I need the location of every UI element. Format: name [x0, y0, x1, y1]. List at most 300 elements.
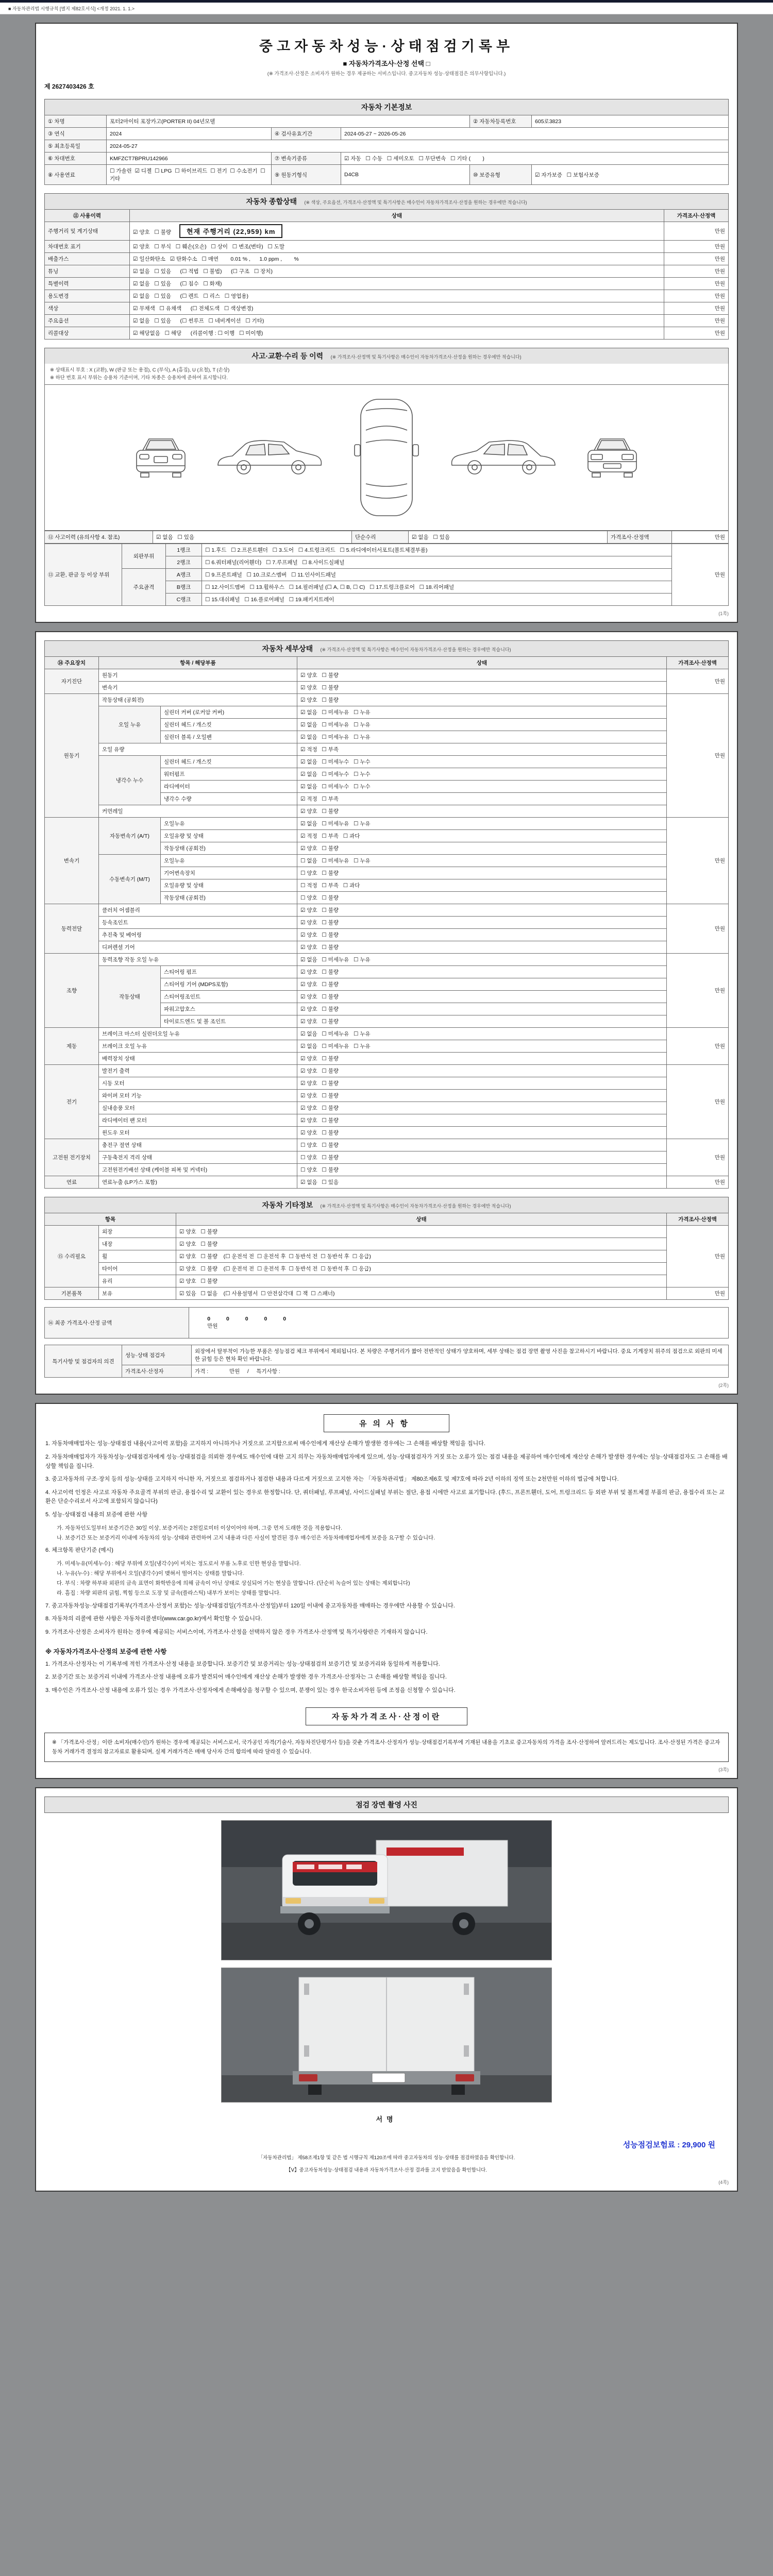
usage-status-cell[interactable]: [130, 222, 664, 241]
checkbox-group[interactable]: ☑ 없음 ☐ 있음 (☐ 침수 ☐ 화재): [133, 281, 222, 287]
first-registration-value: 2024-05-27: [107, 140, 729, 152]
device-item-label: 윈도우 모터: [99, 1127, 297, 1139]
device-group-label: 동력전달: [45, 904, 99, 954]
notice-subitem: 다. 부식 : 차량 하부와 외판의 금속 표면이 화학반응에 의해 금속이 아닌 상태로 상실되어 가는 현상을 말합니다. (단순히 녹슬어 있는 상태는 제외합니다): [57, 1580, 410, 1587]
device-item-label: 구동축전지 격리 상태: [99, 1151, 297, 1164]
misc-group-label: ⑮ 수리필요: [45, 1226, 99, 1287]
column-header: 상태: [297, 657, 667, 669]
detail-row: [45, 855, 729, 867]
usage-status-cell[interactable]: [130, 302, 664, 315]
frame-rankC-checkbox-group[interactable]: ☐ 15.대쉬패널 ☐ 16.플로어패널 ☐ 19.패키지트레이: [202, 594, 672, 606]
device-item-label: 배력장치 상태: [99, 1053, 297, 1065]
car-diagram-left-side-view: [212, 433, 330, 482]
warranty-list: [44, 1660, 729, 1696]
checkbox-group[interactable]: ☑ 양호 ☐ 불량: [297, 904, 667, 917]
device-group-label: 연료: [45, 1176, 99, 1189]
appraisal-amount-cell: 만원: [667, 694, 729, 818]
rank-label: 1랭크: [166, 544, 202, 556]
checkbox-group[interactable]: ☑ 해당없음 ☐ 해당 (리콜이행 : ☐ 이행 ☐ 미이행): [133, 330, 263, 336]
device-item-label: 실린더 커버 (로커암 커버): [161, 706, 297, 719]
detail-row: [45, 917, 729, 929]
device-item-label: 라디에이터: [161, 781, 297, 793]
inspector-role-label: 성능·상태 점검자: [122, 1345, 192, 1365]
notice-item: 3. 중고자동차의 구조·장치 등의 성능·상태를 고지하지 아니한 자, 거짓으로 점검하거나 점검한 내용과 다르게 거짓으로 고지한 자는 「자동차관리법」 제80조제6호 및 제7호에 따라 2년 이하의 징역 또는 2천만원 이하의 벌금에 처합니다.: [45, 1476, 619, 1483]
checkbox-group[interactable]: ☑ 없음 ☐ 있음: [297, 1176, 667, 1189]
checkbox-group[interactable]: ☑ 양호 ☐ 불량: [297, 1003, 667, 1015]
checkbox-group[interactable]: ☑ 양호 ☐ 불량: [297, 1127, 667, 1139]
detail-state-table: [44, 656, 729, 1189]
misc-item-label: 보유: [99, 1287, 176, 1300]
legend-line: ※ 상태표시 부호 : X (교환), W (판금 또는 용접), C (부식), A (흠집), U (요철), T (손상): [50, 367, 230, 373]
checkbox-group[interactable]: ☑ 양호 ☐ 불량: [297, 842, 667, 855]
final-price-table: [44, 1307, 729, 1338]
inspector-opinion-text: 외장에서 탈부착이 가능한 부품은 성능점검 체크 부위에서 제외됩니다. 본 차량은 주행거리가 짧아 전반적인 상태가 양호하며, 세부 상태는 점검 장면 촬영 사진을 참고하시기 바랍니다. 중요 기계장치 위주의 점검으로 외판의 미세한 긁힘 등은 현차 확인 바랍니다.: [192, 1345, 729, 1365]
checkbox-group[interactable]: ☑ 없음 ☐ 미세누유 ☐ 누유: [297, 1028, 667, 1040]
appraisal-amount-cell: 만원: [664, 290, 729, 302]
table-row: [45, 569, 729, 581]
usage-item-label: 튜닝: [45, 265, 130, 278]
usage-history-row: [45, 302, 729, 315]
transmission-checkbox-group[interactable]: ☑ 자동 ☐ 수동 ☐ 세미오토 ☐ 무단변속 ☐ 기타 ( ): [341, 152, 729, 165]
misc-row: [45, 1250, 729, 1263]
definition-text-box: ※ 「가격조사·산정」이란 소비자(매수인)가 원하는 경우에 제공되는 서비스로서, 국가공인 자격(기술사, 자동차진단평가사 등)을 갖춘 가격조사·산정자가 성능·상태점검기록부에 기재된 내용을 기초로 중고자동차의 가격을 조사·산정하여 알려드리는 제도입니다. 조사·산정된 가격은 중고자동차 거래가격 결정의 참고자료로 활용되며, 실제 거래가격은 매매 당사자 간의 합의에 따라 달라질 수 있습니다.: [44, 1733, 729, 1762]
checkbox-group[interactable]: ☑ 없음 ☐ 있음 (☐ 렌트 ☐ 리스 ☐ 영업용): [133, 293, 248, 299]
checkbox-group[interactable]: ☑ 없음 ☐ 미세누유 ☐ 누유: [297, 719, 667, 731]
detail-row: [45, 1065, 729, 1077]
checkbox-group[interactable]: ☑ 양호 ☐ 불량: [297, 669, 667, 682]
table-row: [45, 1345, 729, 1365]
checkbox-group[interactable]: ☑ 일산화탄소 ☑ 탄화수소 ☐ 매연 0.01 % , 1.0 ppm , %: [133, 256, 299, 262]
checkbox-group[interactable]: ☑ 없음 ☐ 미세누유 ☐ 누유: [297, 1040, 667, 1053]
document-number: 제 2627403426 호: [44, 83, 94, 90]
checkbox-group[interactable]: ☑ 양호 ☐ 부식 ☐ 훼손(오손) ☐ 상이 ☐ 변조(변타) ☐ 도말: [133, 244, 285, 250]
car-diagram-front-view: [127, 431, 194, 484]
detail-row: [45, 1102, 729, 1114]
device-item-label: 기어변속장치: [161, 867, 297, 879]
notice-subitem: 가. 미세누유(미세누수) : 해당 부위에 오일(냉각수)이 비치는 정도로서 부품 노후로 인한 현상을 말합니다.: [57, 1560, 301, 1567]
device-item-label: 오일 유량: [99, 743, 297, 756]
table-row: [45, 1365, 729, 1378]
appraisal-amount-cell: 만원: [664, 241, 729, 253]
basic-info-table: [44, 115, 729, 185]
page-marker: (4쪽): [718, 2180, 729, 2185]
section-title: 자동차 종합상태: [246, 197, 297, 206]
usage-history-row: [45, 265, 729, 278]
device-item-label: 스티어링 기어 (MDPS포함): [161, 978, 297, 991]
detail-row: [45, 1176, 729, 1189]
appraisal-amount-cell: 만원: [667, 1176, 729, 1189]
usage-item-label: 배출가스: [45, 253, 130, 265]
device-item-label: 클러치 어셈블리: [99, 904, 297, 917]
device-item-label: 오일유량 및 상태: [161, 879, 297, 892]
field-label: ② 자동차등록번호: [470, 115, 532, 128]
device-group-label: 자기진단: [45, 669, 99, 694]
detail-row: [45, 1040, 729, 1053]
inspection-photo-truck-rear: [221, 1968, 552, 2103]
appraisal-amount-cell: 만원: [664, 327, 729, 340]
exchange-repair-parts-table: [44, 544, 729, 606]
notice-subitem: 라. 흠집 : 차량 외판의 긁힘, 찍힘 등으로 도장 및 금속(플라스틱) 내부가 보이는 상태를 말합니다.: [57, 1590, 281, 1597]
checkbox-group[interactable]: ☐ 없음 ☐ 미세누유 ☐ 누유: [297, 855, 667, 867]
appraiser-opinion-text: 가격 : 만원 / 특기사항 :: [192, 1365, 729, 1378]
rank-label: B랭크: [166, 581, 202, 594]
device-item-label: 라디에이터 팬 모터: [99, 1114, 297, 1127]
panel-notices: [35, 1403, 738, 1779]
section-detail-header: [44, 640, 729, 656]
panel-photos: [35, 1787, 738, 2192]
misc-info-table: [44, 1213, 729, 1300]
appraisal-amount-cell: 만원: [667, 1065, 729, 1139]
vehicle-name-value: 포터2마이티 포장카고(PORTER II) 04년모델: [107, 115, 470, 128]
appraisal-amount-cell: 만원: [667, 818, 729, 904]
device-group-label: 변속기: [45, 818, 99, 904]
table-row: [45, 531, 729, 544]
device-item-label: 작동상태 (공회전): [99, 694, 297, 706]
detail-row: [45, 1127, 729, 1139]
column-header: 가격조사·산정액: [664, 210, 729, 222]
checkbox-group[interactable]: ☐ 양호 ☐ 불량: [297, 1151, 667, 1164]
usage-item-label: 리콜대상: [45, 327, 130, 340]
detail-row: [45, 904, 729, 917]
detail-row: [45, 1077, 729, 1090]
table-row: [45, 165, 729, 185]
checkbox-group[interactable]: ☑ 없음 ☐ 있음 (☐ 썬루프 ☐ 네비게이션 ☐ 기타): [133, 318, 264, 324]
notice-item: 8. 자동차의 리콜에 관한 사항은 자동차리콜센터(www.car.go.kr)에서 확인할 수 있습니다.: [45, 1616, 262, 1622]
notice-subitem: 가. 자동차인도일부터 보증기간은 30일 이상, 보증거리는 2천킬로미터 이상이어야 하며, 그중 먼저 도래한 것을 적용합니다.: [57, 1524, 342, 1531]
checkbox-group[interactable]: ☑ 양호 ☐ 불량: [297, 1102, 667, 1114]
misc-item-label: 외장: [99, 1226, 176, 1238]
checkbox-group[interactable]: ☑ 적정 ☐ 부족 ☐ 과다: [297, 830, 667, 842]
notice-item: 2. 자동차매매업자가 자동차성능·상태점검자에게 성능·상태점검을 의뢰한 경우에도 매수인에 대한 고지 의무는 자동차매매업자에게 있으며, 성능·상태점검자가 거짓 또는 오류가 있는 점검 내용을 제공하여 매수인에게 재산상 손해가 발생한 경우에는 성능·상태점검자도 그 손해를 배상할 책임을 집니다.: [45, 1453, 728, 1469]
usage-item-label: 특별이력: [45, 278, 130, 290]
misc-item-label: 휠: [99, 1250, 176, 1263]
document-title: 중고자동차성능·상태점검기록부: [259, 39, 514, 54]
usage-history-row: [45, 290, 729, 302]
appraisal-price-label: 가격조사·산정액: [608, 531, 672, 544]
device-group-label: 제동: [45, 1028, 99, 1065]
section-title: 자동차 기본정보: [361, 103, 412, 111]
checkbox-group[interactable]: ☑ 양호 ☐ 불량: [297, 1114, 667, 1127]
usage-history-row: [45, 278, 729, 290]
device-subgroup-label: 오일 누유: [99, 706, 161, 743]
device-item-label: 파워고압호스: [161, 1003, 297, 1015]
checkbox-group[interactable]: ☑ 양호 ☐ 불량: [176, 1226, 667, 1238]
accident-history-table: [44, 531, 729, 544]
checkbox-group[interactable]: ☑ 양호 ☐ 불량: [297, 682, 667, 694]
current-mileage-value: 현재 주행거리 (22,959) km: [179, 224, 282, 238]
checkbox-group[interactable]: ☑ 양호 ☐ 불량: [133, 229, 171, 235]
checkbox-group[interactable]: ☑ 양호 ☐ 불량: [297, 929, 667, 941]
simple-repair-checkbox-group[interactable]: ☑ 없음 ☐ 있음: [409, 531, 608, 544]
checkbox-group[interactable]: ☑ 없음 ☐ 미세누유 ☐ 누유: [297, 731, 667, 743]
legend-line: ※ 하단 번호 표시 부위는 승용차 기준이며, 기타 차종은 승용차에 준하여 표시합니다.: [50, 375, 228, 381]
field-label: ⑨ 원동기형식: [272, 165, 341, 185]
usage-status-cell[interactable]: [130, 265, 664, 278]
checkbox-group[interactable]: ☐ 양호 ☐ 불량: [297, 1164, 667, 1176]
price-appraisal-select-checkbox[interactable]: ■ 자동차가격조사·산정 선택 □: [343, 60, 430, 67]
checkbox-group[interactable]: ☑ 없음 ☐ 미세누유 ☐ 누유: [297, 954, 667, 966]
field-label: ⑥ 차대번호: [45, 152, 107, 165]
table-row: [45, 1308, 729, 1338]
table-header-row: [45, 657, 729, 669]
appraisal-amount-cell: 만원: [667, 669, 729, 694]
appraisal-amount-cell: 만원: [667, 1139, 729, 1176]
form-reference: ■ 자동차관리법 시행규칙 [별지 제82호서식] <개정 2021. 1. 1.>: [0, 3, 773, 14]
checkbox-group[interactable]: ☑ 양호 ☐ 불량: [297, 1065, 667, 1077]
device-item-label: 동력조향 작동 오일 누유: [99, 954, 297, 966]
section-title: 자동차 세부상태: [262, 645, 313, 653]
checkbox-group[interactable]: ☑ 적정 ☐ 부족: [297, 743, 667, 756]
parts-section-label: ⑬ 교환, 판금 등 이상 부위: [45, 544, 122, 606]
appraisal-amount-cell: 만원: [672, 531, 729, 544]
checkbox-group[interactable]: ☑ 양호 ☐ 불량: [297, 1053, 667, 1065]
usage-history-row: [45, 241, 729, 253]
detail-row: [45, 1164, 729, 1176]
field-label: ⑩ 보증유형: [470, 165, 532, 185]
usage-status-cell[interactable]: [130, 327, 664, 340]
field-label: ④ 검사유효기간: [272, 128, 341, 140]
inspection-photo-truck-front: [221, 1820, 552, 1960]
rank-label: C랭크: [166, 594, 202, 606]
detail-row: [45, 694, 729, 706]
checkbox-group[interactable]: ☑ 없음 ☐ 미세누수 ☐ 누수: [297, 768, 667, 781]
device-item-label: 작동상태 (공회전): [161, 892, 297, 904]
notice-item: 6. 체크항목 판단기준 (예시): [45, 1547, 113, 1554]
misc-item-label: 타이어: [99, 1263, 176, 1275]
device-subgroup-label: 수동변속기 (M/T): [99, 855, 161, 904]
section-photos-header: [44, 1797, 729, 1813]
signature-label[interactable]: 서명: [376, 2115, 397, 2123]
detail-row: [45, 929, 729, 941]
plate-number-value: 605로3823: [532, 115, 729, 128]
checkbox-group[interactable]: ☑ 양호 ☐ 불량: [297, 991, 667, 1003]
checkbox-group[interactable]: ☑ 없음 ☐ 미세누유 ☐ 누유: [297, 818, 667, 830]
notice-item: 7. 중고자동차성능·상태점검기록부(가격조사·산정서 포함)는 성능·상태점검일(가격조사·산정일)부터 120일 이내에 중고자동차를 매매하는 경우에만 사용할 수 있습니다.: [45, 1602, 455, 1609]
warranty-section-title: ※ 자동차가격조사·산정의 보증에 관한 사항: [45, 1648, 167, 1655]
table-header-row: [45, 1213, 729, 1226]
detail-row: [45, 1151, 729, 1164]
checkbox-group[interactable]: ☑ 양호 ☐ 불량: [297, 1015, 667, 1028]
definition-title: 자동차가격조사·산정이란: [306, 1707, 467, 1725]
notices-title: 유의사항: [324, 1414, 449, 1432]
detail-row: [45, 669, 729, 682]
checkbox-group[interactable]: ☑ 양호 ☐ 불량: [297, 1090, 667, 1102]
checkbox-group[interactable]: ☑ 없음 ☐ 미세누수 ☐ 누수: [297, 756, 667, 768]
misc-group-label: 기본품목: [45, 1287, 99, 1300]
device-subgroup-label: 작동상태: [99, 966, 161, 1028]
section-title: 점검 장면 촬영 사진: [356, 1800, 417, 1809]
checkbox-group[interactable]: ☑ 양호 ☐ 불량: [297, 978, 667, 991]
page-marker: (2쪽): [718, 1383, 729, 1388]
inspection-validity-value: 2024-05-27 ~ 2026-05-26: [341, 128, 729, 140]
accident-history-checkbox-group[interactable]: ☑ 없음 ☐ 있음: [153, 531, 352, 544]
detail-row: [45, 818, 729, 830]
checkbox-group[interactable]: ☐ 양호 ☐ 불량: [297, 867, 667, 879]
column-header: 항목 / 해당부품: [99, 657, 297, 669]
notice-item: 1. 자동차매매업자는 성능·상태점검 내용(사고이력 포함)을 고지하지 아니하거나 거짓으로 고지함으로써 매수인에게 재산상 손해가 발생한 경우에는 그 손해를 배상할 책임을 집니다.: [45, 1440, 485, 1447]
frame-rankB-checkbox-group[interactable]: ☐ 12.사이드멤버 ☐ 13.휠하우스 ☐ 14.필러패널 (☐ A, ☐ B, ☐ C) ☐ 17.트렁크플로어 ☐ 18.리어패널: [202, 581, 672, 594]
column-header: 항목: [45, 1213, 176, 1226]
field-label: ① 차명: [45, 115, 107, 128]
misc-item-label: 내장: [99, 1238, 176, 1250]
detail-row: [45, 966, 729, 978]
misc-row: [45, 1287, 729, 1300]
model-year-value: 2024: [107, 128, 272, 140]
car-diagram-rear-view: [579, 431, 646, 484]
device-group-label: 고전원 전기장치: [45, 1139, 99, 1176]
warranty-item: 1. 가격조사·산정자는 이 기록부에 적힌 가격조사·산정 내용을 보증합니다. 보증기간 및 보증거리는 성능·상태점검의 보증기간 및 보증거리와 동일하게 적용합니다.: [45, 1660, 440, 1667]
misc-row: [45, 1238, 729, 1250]
outer-rank2-checkbox-group[interactable]: ☐ 6.쿼터패널(리어휀더) ☐ 7.루프패널 ☐ 8.사이드실패널: [202, 556, 672, 569]
device-item-label: 연료누출 (LP가스 포함): [99, 1176, 297, 1189]
checkbox-group[interactable]: ☑ 양호 ☐ 불량: [297, 694, 667, 706]
car-diagram-area: [44, 385, 729, 531]
device-item-label: 고전원전기배선 상태 (케이블 피복 및 커넥터): [99, 1164, 297, 1176]
checkbox-group[interactable]: ☑ 양호 ☐ 불량: [297, 941, 667, 954]
simple-repair-label: 단순수리: [352, 531, 409, 544]
checkbox-group[interactable]: ☑ 없음 ☐ 미세누수 ☐ 누수: [297, 781, 667, 793]
checkbox-group[interactable]: ☐ 양호 ☐ 불량: [297, 892, 667, 904]
table-row: [45, 115, 729, 128]
device-item-label: 시동 모터: [99, 1077, 297, 1090]
device-item-label: 등속조인트: [99, 917, 297, 929]
device-item-label: 충전구 절연 상태: [99, 1139, 297, 1151]
warranty-item: 2. 보증기간 또는 보증거리 이내에 가격조사·산정 내용에 오류가 발견되어 매수인에게 재산상 손해가 발생한 경우 가격조사·산정자는 그 손해를 배상할 책임을 집니다.: [45, 1674, 447, 1681]
column-header: 가격조사·산정액: [667, 657, 729, 669]
outer-rank1-checkbox-group[interactable]: ☐ 1.후드 ☐ 2.프론트휀더 ☐ 3.도어 ☐ 4.트렁크리드 ☐ 5.라디에이터서포트(볼트체결부품): [202, 544, 672, 556]
detail-row: [45, 1114, 729, 1127]
frame-rankA-checkbox-group[interactable]: ☐ 9.프론트패널 ☐ 10.크로스멤버 ☐ 11.인사이드패널: [202, 569, 672, 581]
engine-type-value: D4CB: [341, 165, 470, 185]
section-note: (※ 색상, 주요옵션, 가격조사·산정액 및 특기사항은 매수인이 자동차가격조사·산정을 원하는 경우에만 적습니다): [304, 200, 527, 205]
misc-row: [45, 1263, 729, 1275]
usage-status-cell[interactable]: [130, 315, 664, 327]
footer-statement-2: 【Ⅴ】중고자동차성능·상태점검 내용과 자동차가격조사·산정 결과를 고지 받았음을 확인합니다.: [286, 2167, 487, 2174]
checkbox-group[interactable]: ☑ 양호 ☐ 불량: [176, 1238, 667, 1250]
checkbox-group[interactable]: ☑ 적정 ☐ 부족: [297, 793, 667, 805]
footer-statement-1: 「자동차관리법」 제58조제1항 및 같은 법 시행규칙 제120조에 따라 중고자동차의 성능·상태를 점검하였음을 확인합니다.: [258, 2155, 515, 2161]
device-group-label: 조향: [45, 954, 99, 1028]
car-diagram-right-side-view: [443, 433, 561, 482]
usage-status-cell[interactable]: [130, 241, 664, 253]
usage-status-cell[interactable]: [130, 278, 664, 290]
section-note: (※ 가격조사·산정액 및 특기사항은 매수인이 자동차가격조사·산정을 원하는 경우에만 적습니다): [320, 1204, 511, 1209]
checkbox-group[interactable]: ☑ 양호 ☐ 불량: [297, 966, 667, 978]
device-item-label: 타이로드엔드 및 볼 조인트: [161, 1015, 297, 1028]
notice-list: [44, 1439, 729, 1637]
device-item-label: 발전기 출력: [99, 1065, 297, 1077]
detail-row: [45, 1053, 729, 1065]
comprehensive-state-table: [44, 209, 729, 340]
usage-status-cell[interactable]: [130, 253, 664, 265]
final-price-label: ⑯ 최종 가격조사·산정 금액: [45, 1308, 189, 1338]
accident-history-label: ⑫ 사고이력 (유의사항 4. 참조): [45, 531, 153, 544]
final-price-unit: 만원: [207, 1323, 218, 1330]
page-marker: (3쪽): [718, 1767, 729, 1772]
section-accident-header: [44, 348, 729, 364]
section-title: 사고·교환·수리 등 이력: [251, 352, 324, 360]
usage-item-label: 차대번호 표기: [45, 241, 130, 253]
notice-subitem: 나. 누유(누수) : 해당 부위에서 오일(냉각수)이 맺혀서 떨어지는 상태를 말합니다.: [57, 1570, 244, 1577]
misc-item-label: 유리: [99, 1275, 176, 1287]
notice-item: 4. 사고이력 인정은 사고로 자동차 주요골격 부위의 판금, 용접수리 및 교환이 있는 경우로 한정합니다. 단, 쿼터패널, 루프패널, 사이드실패널 부위는 절단, 용접 시에만 사고로 표기합니다. (후드, 프론트휀더, 도어, 트렁크리드 등 외판 부위 및 볼트체결 부품의 판금, 용접수리 또는 교환은 단순수리로서 사고에 포함되지 않습니다): [45, 1489, 725, 1505]
checkbox-group[interactable]: ☑ 양호 ☐ 불량 (☐ 운전석 전 ☐ 운전석 후 ☐ 동반석 전 ☐ 동반석 후 ☐ 응급): [176, 1250, 667, 1263]
checkbox-group[interactable]: ☐ 적정 ☐ 부족 ☐ 과다: [297, 879, 667, 892]
appraisal-amount-cell: 만원: [664, 253, 729, 265]
usage-item-label: 용도변경: [45, 290, 130, 302]
table-row: [45, 140, 729, 152]
inspector-opinion-table: [44, 1345, 729, 1378]
warranty-type-checkbox-group[interactable]: ☑ 자가보증 ☐ 보험사보증: [532, 165, 729, 185]
device-item-label: 디퍼렌셜 기어: [99, 941, 297, 954]
appraisal-amount-cell: 만원: [667, 954, 729, 1028]
table-row: [45, 128, 729, 140]
appraisal-amount-cell: 만원: [667, 1028, 729, 1065]
device-item-label: 실린더 헤드 / 개스킷: [161, 719, 297, 731]
table-row: [45, 544, 729, 556]
checkbox-group[interactable]: ☑ 있음 ☐ 없음 (☐ 사용설명서 ☐ 안전삼각대 ☐ 잭 ☐ 스패너): [176, 1287, 667, 1300]
section-note: (※ 가격조사·산정액 및 특기사항은 매수인이 자동차가격조사·산정을 원하는 경우에만 적습니다): [320, 647, 511, 653]
detail-row: [45, 756, 729, 768]
device-item-label: 추진축 및 베어링: [99, 929, 297, 941]
checkbox-group[interactable]: ☑ 양호 ☐ 불량: [297, 1077, 667, 1090]
column-header: 가격조사·산정액: [667, 1213, 729, 1226]
rank-label: A랭크: [166, 569, 202, 581]
appraisal-amount-cell: 만원: [667, 1287, 729, 1300]
appraisal-amount-cell: 만원: [667, 904, 729, 954]
appraisal-amount-cell: 만원: [664, 278, 729, 290]
final-price-value: [189, 1308, 729, 1338]
misc-row: [45, 1275, 729, 1287]
device-item-label: 실내송풍 모터: [99, 1102, 297, 1114]
notice-subitem: 나. 보증기간 또는 보증거리 이내에 자동차의 성능·상태와 관련하여 고지 내용과 다른 사실이 발견된 경우 매수인은 자동차매매업자에게 보증을 요구할 수 있습니다.: [57, 1534, 435, 1541]
detail-row: [45, 805, 729, 818]
state-code-legend: [44, 364, 729, 385]
device-item-label: 오일누유: [161, 855, 297, 867]
checkbox-group[interactable]: ☑ 양호 ☐ 불량: [297, 805, 667, 818]
checkbox-group[interactable]: ☑ 무채색 ☐ 유채색 (☐ 전체도색 ☐ 색상변경): [133, 306, 254, 312]
device-item-label: 원동기: [99, 669, 297, 682]
checkbox-group[interactable]: ☑ 없음 ☐ 미세누유 ☐ 누유: [297, 706, 667, 719]
opinion-section-label: 특기사항 및 점검자의 의견: [45, 1345, 122, 1378]
device-subgroup-label: 자동변속기 (A/T): [99, 818, 161, 855]
device-item-label: 실린더 블록 / 오일팬: [161, 731, 297, 743]
usage-item-label: 주요옵션: [45, 315, 130, 327]
checkbox-group[interactable]: ☑ 양호 ☐ 불량: [297, 917, 667, 929]
column-header: 상태: [176, 1213, 667, 1226]
section-note: (※ 가격조사·산정액 및 특기사항은 매수인이 자동차가격조사·산정을 원하는 경우에만 적습니다): [330, 354, 522, 360]
checkbox-group[interactable]: ☑ 양호 ☐ 불량: [176, 1275, 667, 1287]
usage-history-row: [45, 315, 729, 327]
column-header: ⑭ 주요장치: [45, 657, 99, 669]
field-label: ③ 연식: [45, 128, 107, 140]
checkbox-group[interactable]: ☐ 양호 ☐ 불량: [297, 1139, 667, 1151]
device-item-label: 커먼레일: [99, 805, 297, 818]
detail-row: [45, 682, 729, 694]
appraiser-role-label: 가격조사·산정자: [122, 1365, 192, 1378]
usage-status-cell[interactable]: [130, 290, 664, 302]
appraisal-amount-cell: 만원: [664, 302, 729, 315]
column-header: ⑪ 사용이력: [45, 210, 130, 222]
checkbox-group[interactable]: ☑ 양호 ☐ 불량 (☐ 운전석 전 ☐ 운전석 후 ☐ 동반석 전 ☐ 동반석 후 ☐ 응급): [176, 1263, 667, 1275]
fuel-checkbox-group[interactable]: ☐ 가솔린 ☑ 디젤 ☐ LPG ☐ 하이브리드 ☐ 전기 ☐ 수소전기 ☐ 기타: [107, 165, 272, 185]
field-label: ⑦ 변속기종류: [272, 152, 341, 165]
appraisal-amount-cell: 만원: [664, 315, 729, 327]
page-marker: (1쪽): [718, 611, 729, 617]
device-item-label: 작동상태 (공회전): [161, 842, 297, 855]
device-item-label: 실린더 헤드 / 개스킷: [161, 756, 297, 768]
checkbox-group[interactable]: ☑ 없음 ☐ 있음 (☐ 적법 ☐ 불법) (☐ 구조 ☐ 장치): [133, 268, 273, 275]
